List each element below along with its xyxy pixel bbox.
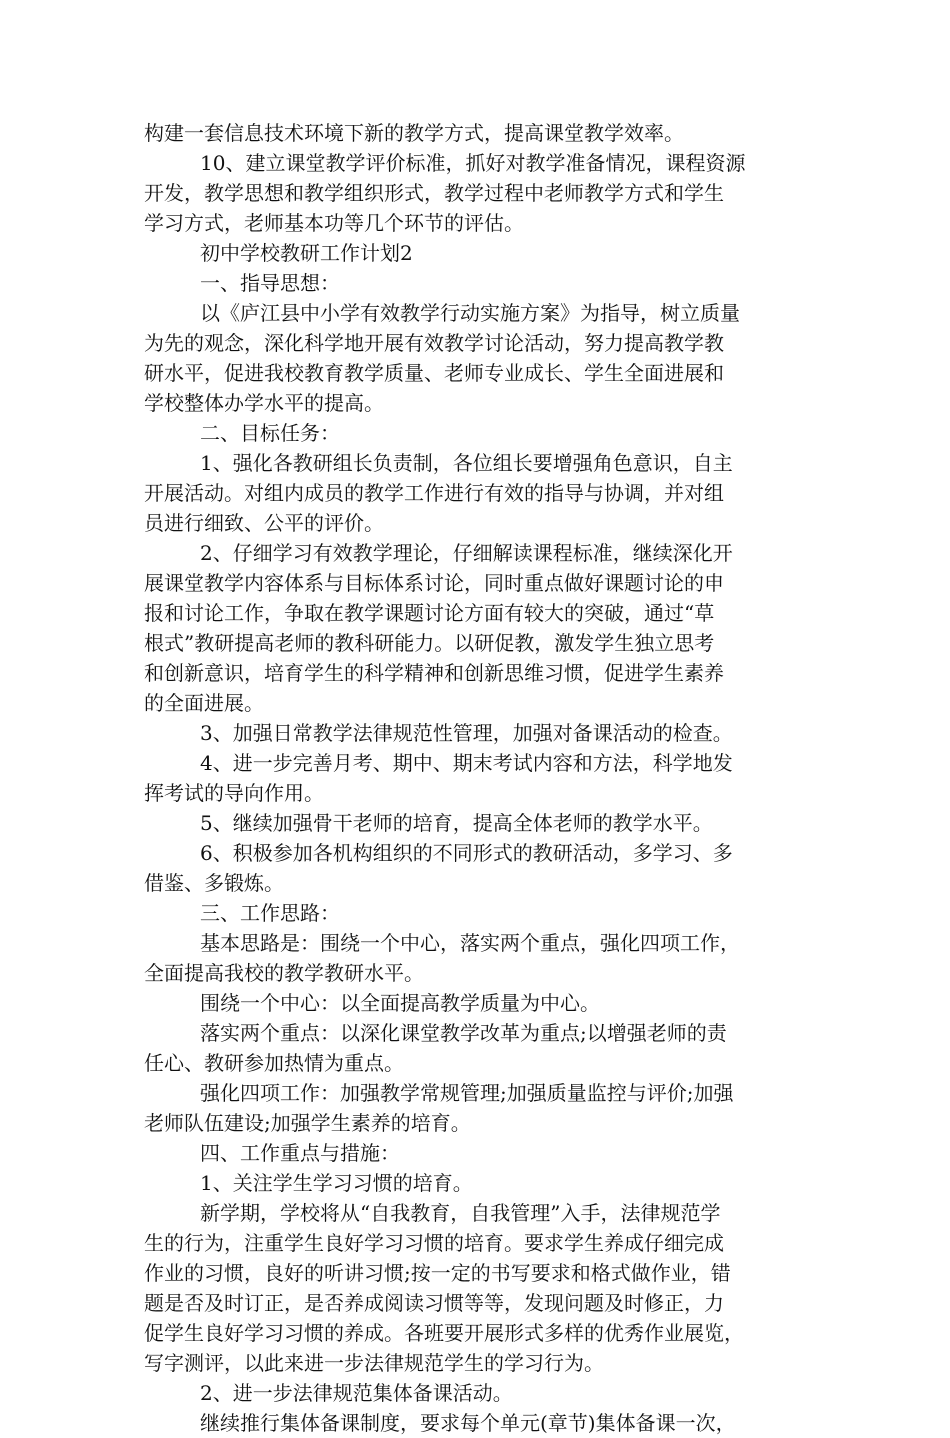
paragraph-first-line: 6、积极参加各机构组织的不同形式的教研活动，多学习、多	[200, 841, 733, 865]
paragraph-line: 学习方式，老师基本功等几个环节的评估。	[144, 211, 524, 235]
paragraph-first-line: 三、工作思路：	[200, 901, 340, 925]
paragraph-line: 和创新意识，培育学生的科学精神和创新思维习惯，促进学生素养	[144, 661, 724, 685]
paragraph-line: 开发，教学思想和教学组织形式，教学过程中老师教学方式和学生	[144, 181, 724, 205]
paragraph-first-line: 3、加强日常教学法律规范性管理，加强对备课活动的检查。	[200, 721, 733, 745]
paragraph-first-line: 落实两个重点：以深化课堂教学改革为重点;以增强老师的责	[200, 1021, 727, 1045]
paragraph-line: 为先的观念，深化科学地开展有效教学讨论活动，努力提高教学教	[144, 331, 724, 355]
paragraph-first-line: 10、建立课堂教学评价标准，抓好对教学准备情况，课程资源	[200, 151, 746, 175]
paragraph-line: 员进行细致、公平的评价。	[144, 511, 384, 535]
paragraph-first-line: 强化四项工作：加强教学常规管理;加强质量监控与评价;加强	[200, 1081, 734, 1105]
paragraph-line: 挥考试的导向作用。	[144, 781, 324, 805]
paragraph-line: 学校整体办学水平的提高。	[144, 391, 384, 415]
paragraph-first-line: 2、仔细学习有效教学理论，仔细解读课程标准，继续深化开	[200, 541, 733, 565]
paragraph-first-line: 初中学校教研工作计划2	[200, 241, 413, 265]
paragraph-first-line: 继续推行集体备课制度，要求每个单元(章节)集体备课一次，	[200, 1411, 736, 1435]
paragraph-line: 研水平，促进我校教育教学质量、老师专业成长、学生全面进展和	[144, 361, 724, 385]
paragraph-first-line: 以《庐江县中小学有效教学行动实施方案》为指导，树立质量	[200, 301, 740, 325]
paragraph-line: 报和讨论工作，争取在教学课题讨论方面有较大的突破，通过“草	[144, 601, 715, 625]
paragraph-line: 题是否及时订正，是否养成阅读习惯等等，发现问题及时修正，力	[144, 1291, 724, 1315]
paragraph-line: 展课堂教学内容体系与目标体系讨论，同时重点做好课题讨论的申	[144, 571, 724, 595]
paragraph-line: 借鉴、多锻炼。	[144, 871, 284, 895]
paragraph-line: 作业的习惯，良好的听讲习惯;按一定的书写要求和格式做作业，错	[144, 1261, 731, 1285]
paragraph-line: 促学生良好学习习惯的养成。各班要开展形式多样的优秀作业展览，	[144, 1321, 744, 1345]
paragraph-first-line: 5、继续加强骨干老师的培育，提高全体老师的教学水平。	[200, 811, 713, 835]
paragraph-line: 全面提高我校的教学教研水平。	[144, 961, 424, 985]
paragraph-first-line: 二、目标任务：	[200, 421, 340, 445]
paragraph-line: 开展活动。对组内成员的教学工作进行有效的指导与协调，并对组	[144, 481, 724, 505]
paragraph-first-line: 新学期，学校将从“自我教育，自我管理”入手，法律规范学	[200, 1201, 721, 1225]
document-body	[144, 118, 824, 1438]
paragraph-line: 构建一套信息技术环境下新的教学方式，提高课堂教学效率。	[144, 121, 684, 145]
paragraph-line: 生的行为，注重学生良好学习习惯的培育。要求学生养成仔细完成	[144, 1231, 724, 1255]
paragraph-line: 的全面进展。	[144, 691, 264, 715]
paragraph-first-line: 1、强化各教研组长负责制，各位组长要增强角色意识，自主	[200, 451, 733, 475]
paragraph-line: 老师队伍建设;加强学生素养的培育。	[144, 1111, 471, 1135]
paragraph-first-line: 4、进一步完善月考、期中、期末考试内容和方法，科学地发	[200, 751, 733, 775]
paragraph-line: 写字测评，以此来进一步法律规范学生的学习行为。	[144, 1351, 604, 1375]
paragraph-first-line: 1、关注学生学习习惯的培育。	[200, 1171, 473, 1195]
paragraph-line: 根式”教研提高老师的教科研能力。以研促教，激发学生独立思考	[144, 631, 715, 655]
paragraph-first-line: 2、进一步法律规范集体备课活动。	[200, 1381, 513, 1405]
paragraph-line: 任心、教研参加热情为重点。	[144, 1051, 404, 1075]
paragraph-first-line: 围绕一个中心：以全面提高教学质量为中心。	[200, 991, 600, 1015]
paragraph-first-line: 一、指导思想：	[200, 271, 340, 295]
paragraph-first-line: 四、工作重点与措施：	[200, 1141, 400, 1165]
paragraph-first-line: 基本思路是：围绕一个中心，落实两个重点，强化四项工作，	[200, 931, 740, 955]
